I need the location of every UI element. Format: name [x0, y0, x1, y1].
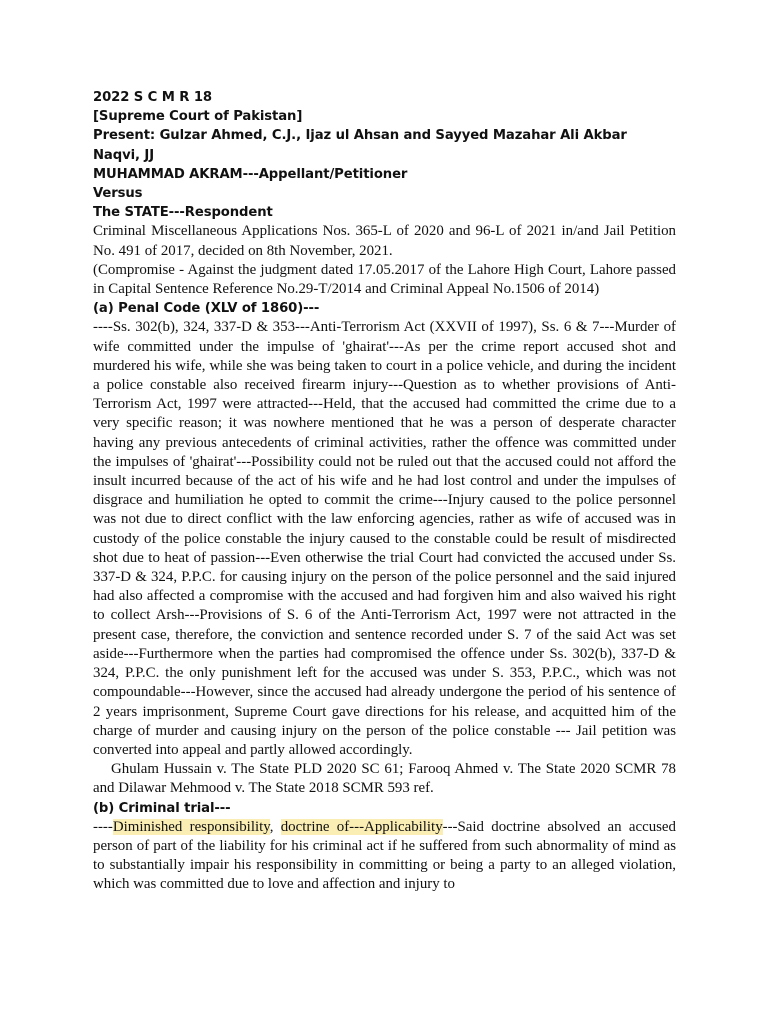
paragraph-criminal-trial	[93, 818, 676, 895]
paragraph-penal-code: ----Ss. 302(b), 324, 337-D & 353---Anti-Terrorism Act (XXVII of 1997), Ss. 6 & 7---Murder of wife committed under the impulse of 'ghairat'---As per the crime report accused shot and murdered his wife, while she was being taken to court in a police vehicle, and during the incident a police constable also received firearm injury---Question as to whether provisions of Anti-Terrorism Act, 1997 were attracted---Held, that the accused had committed the crime due to a very specific reason; it was nowhere mentioned that he was a person of desperate character having any previous antecedents of criminal activities, rather the offence was committed under the impulses of 'ghairat'---Possibility could not be ruled out that the accused could not afford the insult incurred because of the act of his wife and he had lost control and under the impulses of disgrace and humiliation he opted to commit the crime---Injury caused to the police personnel was not due to direct conflict with the law enforcing agencies, rather as wife of accused was in custody of the police constable the injury caused to the constable could be result of misdirected shot due to heat of passion---Even otherwise the trial Court had convicted the accused under Ss. 337-D & 324, P.P.C. for causing injury on the person of the police personnel and the said injured had also affected a compromise with the accused and had forgiven him and also waived his right to collect Arsh---Provisions of S. 6 of the Anti-Terrorism Act, 1997 were not attracted in the present case, therefore, the conviction and sentence recorded under S. 7 of the said Act was set aside---Furthermore when the parties had compromised the offence under Ss. 302(b), 337-D & 324, P.P.C. the only punishment left for the accused was under S. 353, P.P.C., which was not compoundable---However, since the accused had already undergone the period of his sentence of 2 years imprisonment, Supreme Court gave directions for his release, and acquitted him of the charge of murder and causing injury on the person of the police constable --- Jail petition was converted into appeal and partly allowed accordingly.	[93, 319, 676, 758]
heading-criminal-trial: (b) Criminal trial---	[93, 800, 231, 816]
respondent: The STATE---Respondent	[93, 205, 273, 221]
separator: ,	[269, 818, 281, 835]
highlight-doctrine-applicability: doctrine of---Applicability	[280, 818, 443, 835]
citation: 2022 S C M R 18	[93, 90, 212, 105]
compromise-note: (Compromise - Against the judgment dated 17.05.2017 of the Lahore High Court, Lahore passed in Capital Sentence Reference No.29-T/2014 and Criminal Appeal No.1506 of 2014)	[93, 261, 676, 298]
highlight-diminished-responsibility: Diminished responsibility	[112, 818, 270, 835]
versus: Versus	[93, 186, 143, 202]
heading-penal-code: (a) Penal Code (XLV of 1860)---	[93, 301, 320, 317]
judgment-page	[93, 88, 676, 895]
case-references: Ghulam Hussain v. The State PLD 2020 SC 61; Farooq Ahmed v. The State 2020 SCMR 78 and Dilawar Mehmood v. The State 2018 SCMR 593 ref.	[93, 761, 676, 797]
dash-prefix: ----	[93, 818, 113, 835]
paragraph-text: ---Said doctrine absolved an accused person of part of the liability for his criminal act if he suffered from such abnormality of mind as to substantially impair his responsibility in committing or being a party to an alleged violation, which was committed due to love and affection and injury to	[93, 818, 676, 893]
court-name: [Supreme Court of Pakistan]	[93, 109, 303, 125]
appellant: MUHAMMAD AKRAM---Appellant/Petitioner	[93, 166, 408, 182]
case-info: Criminal Miscellaneous Applications Nos. 365-L of 2020 and 96-L of 2021 in/and Jail Petition No. 491 of 2017, decided on 8th November, 2021.	[93, 223, 676, 259]
bench: Present: Gulzar Ahmed, C.J., Ijaz ul Ahsan and Sayyed Mazahar Ali Akbar Naqvi, JJ	[93, 128, 627, 163]
